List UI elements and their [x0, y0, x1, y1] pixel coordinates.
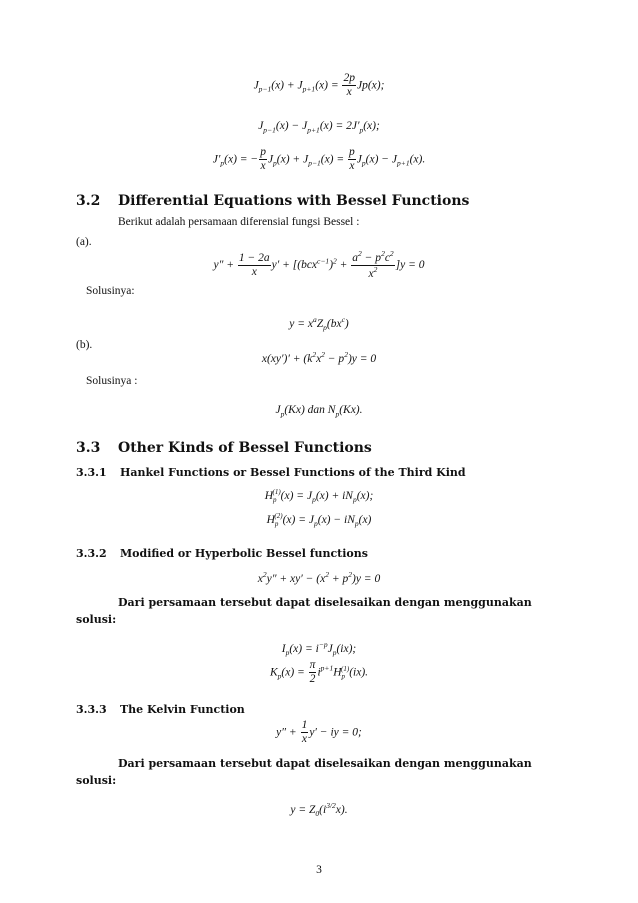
kelvin-equation: y″ + $\frac{1}{x}$ y′ − iy = 0;	[276, 719, 362, 746]
kelvin-solution: $y = Z_0(i^{3/2}x)$.	[290, 801, 348, 819]
label-b: (b).	[76, 339, 93, 351]
section-heading-3-3: 3.3 Other Kinds of Bessel Functions	[76, 440, 372, 456]
dari-text-2-line2: solusi:	[76, 774, 117, 787]
label-a: (a).	[76, 236, 92, 248]
page-number: 3	[316, 864, 322, 876]
hankel-equation-2: $H_p^{(2)}(x) = J_p(x) - iN_p(x)$	[266, 512, 372, 529]
equation-recurrence-3: $J'_p(x)$ = − $\frac{p}{x}$ $J_p(x) + J_{p-1}(x)$ = $\frac{p}{x}$ $J_p(x) - J_{p+1}(x)$.	[212, 146, 426, 173]
section-heading-3-2: 3.2 Differential Equations with Bessel Functions	[76, 193, 470, 209]
dan-word: dan	[307, 404, 325, 416]
dari-text-1-line2: solusi:	[76, 613, 117, 626]
solusinya-b: Solusinya :	[86, 375, 138, 387]
subsection-heading-3-3-1: 3.3.1 Hankel Functions or Bessel Functions of the Third Kind	[76, 466, 466, 479]
dari-text-2-line1: Dari persamaan tersebut dapat diselesaikan dengan menggunakan	[118, 757, 532, 770]
subsection-heading-3-3-2: 3.3.2 Modified or Hyperbolic Bessel functions	[76, 547, 368, 560]
modified-bessel-equation: $x^2y'' + xy' - (x^2 + p^2)y = 0$	[257, 570, 381, 585]
equation-recurrence-1: $J_{p-1}(x) + J_{p+1}(x)$ = $\frac{2p}{x}$ Jp(x);	[253, 72, 385, 99]
equation-b: $x(xy')' + (k^2x^2 - p^2)y = 0$	[261, 350, 377, 365]
solusinya-a: Solusinya:	[86, 285, 135, 297]
hankel-equation-1: $H_p^{(1)}(x) = J_p(x) + iN_p(x)$;	[264, 488, 374, 505]
modified-solution-2: $K_p(x)$ = $\frac{\pi}{2}$ $i^{p+1}H_p^{(1)}(ix)$.	[269, 659, 369, 686]
solution-b: $J_p(Kx)$ dan $N_p(Kx)$.	[275, 404, 363, 419]
intro-text: Berikut adalah persamaan diferensial fungsi Bessel :	[118, 216, 360, 228]
modified-solution-1: $I_p(x) = i^{-p}J_p(ix)$;	[281, 640, 357, 658]
equation-recurrence-2: $J_{p-1}(x) - J_{p+1}(x) = 2J'_p(x)$;	[258, 120, 380, 135]
subsection-heading-3-3-3: 3.3.3 The Kelvin Function	[76, 703, 245, 716]
dari-text-1-line1: Dari persamaan tersebut dapat diselesaikan dengan menggunakan	[118, 596, 532, 609]
equation-a: y″ + $\frac{1 - 2a}{x}$ $y' + [(bcx^{c-1})^2$ + $\frac{a^2 - p^2c^2}{x^2}$ ]y = 0	[213, 249, 425, 280]
solution-a: $y = x^aZ_p(bx^c)$	[289, 315, 349, 333]
